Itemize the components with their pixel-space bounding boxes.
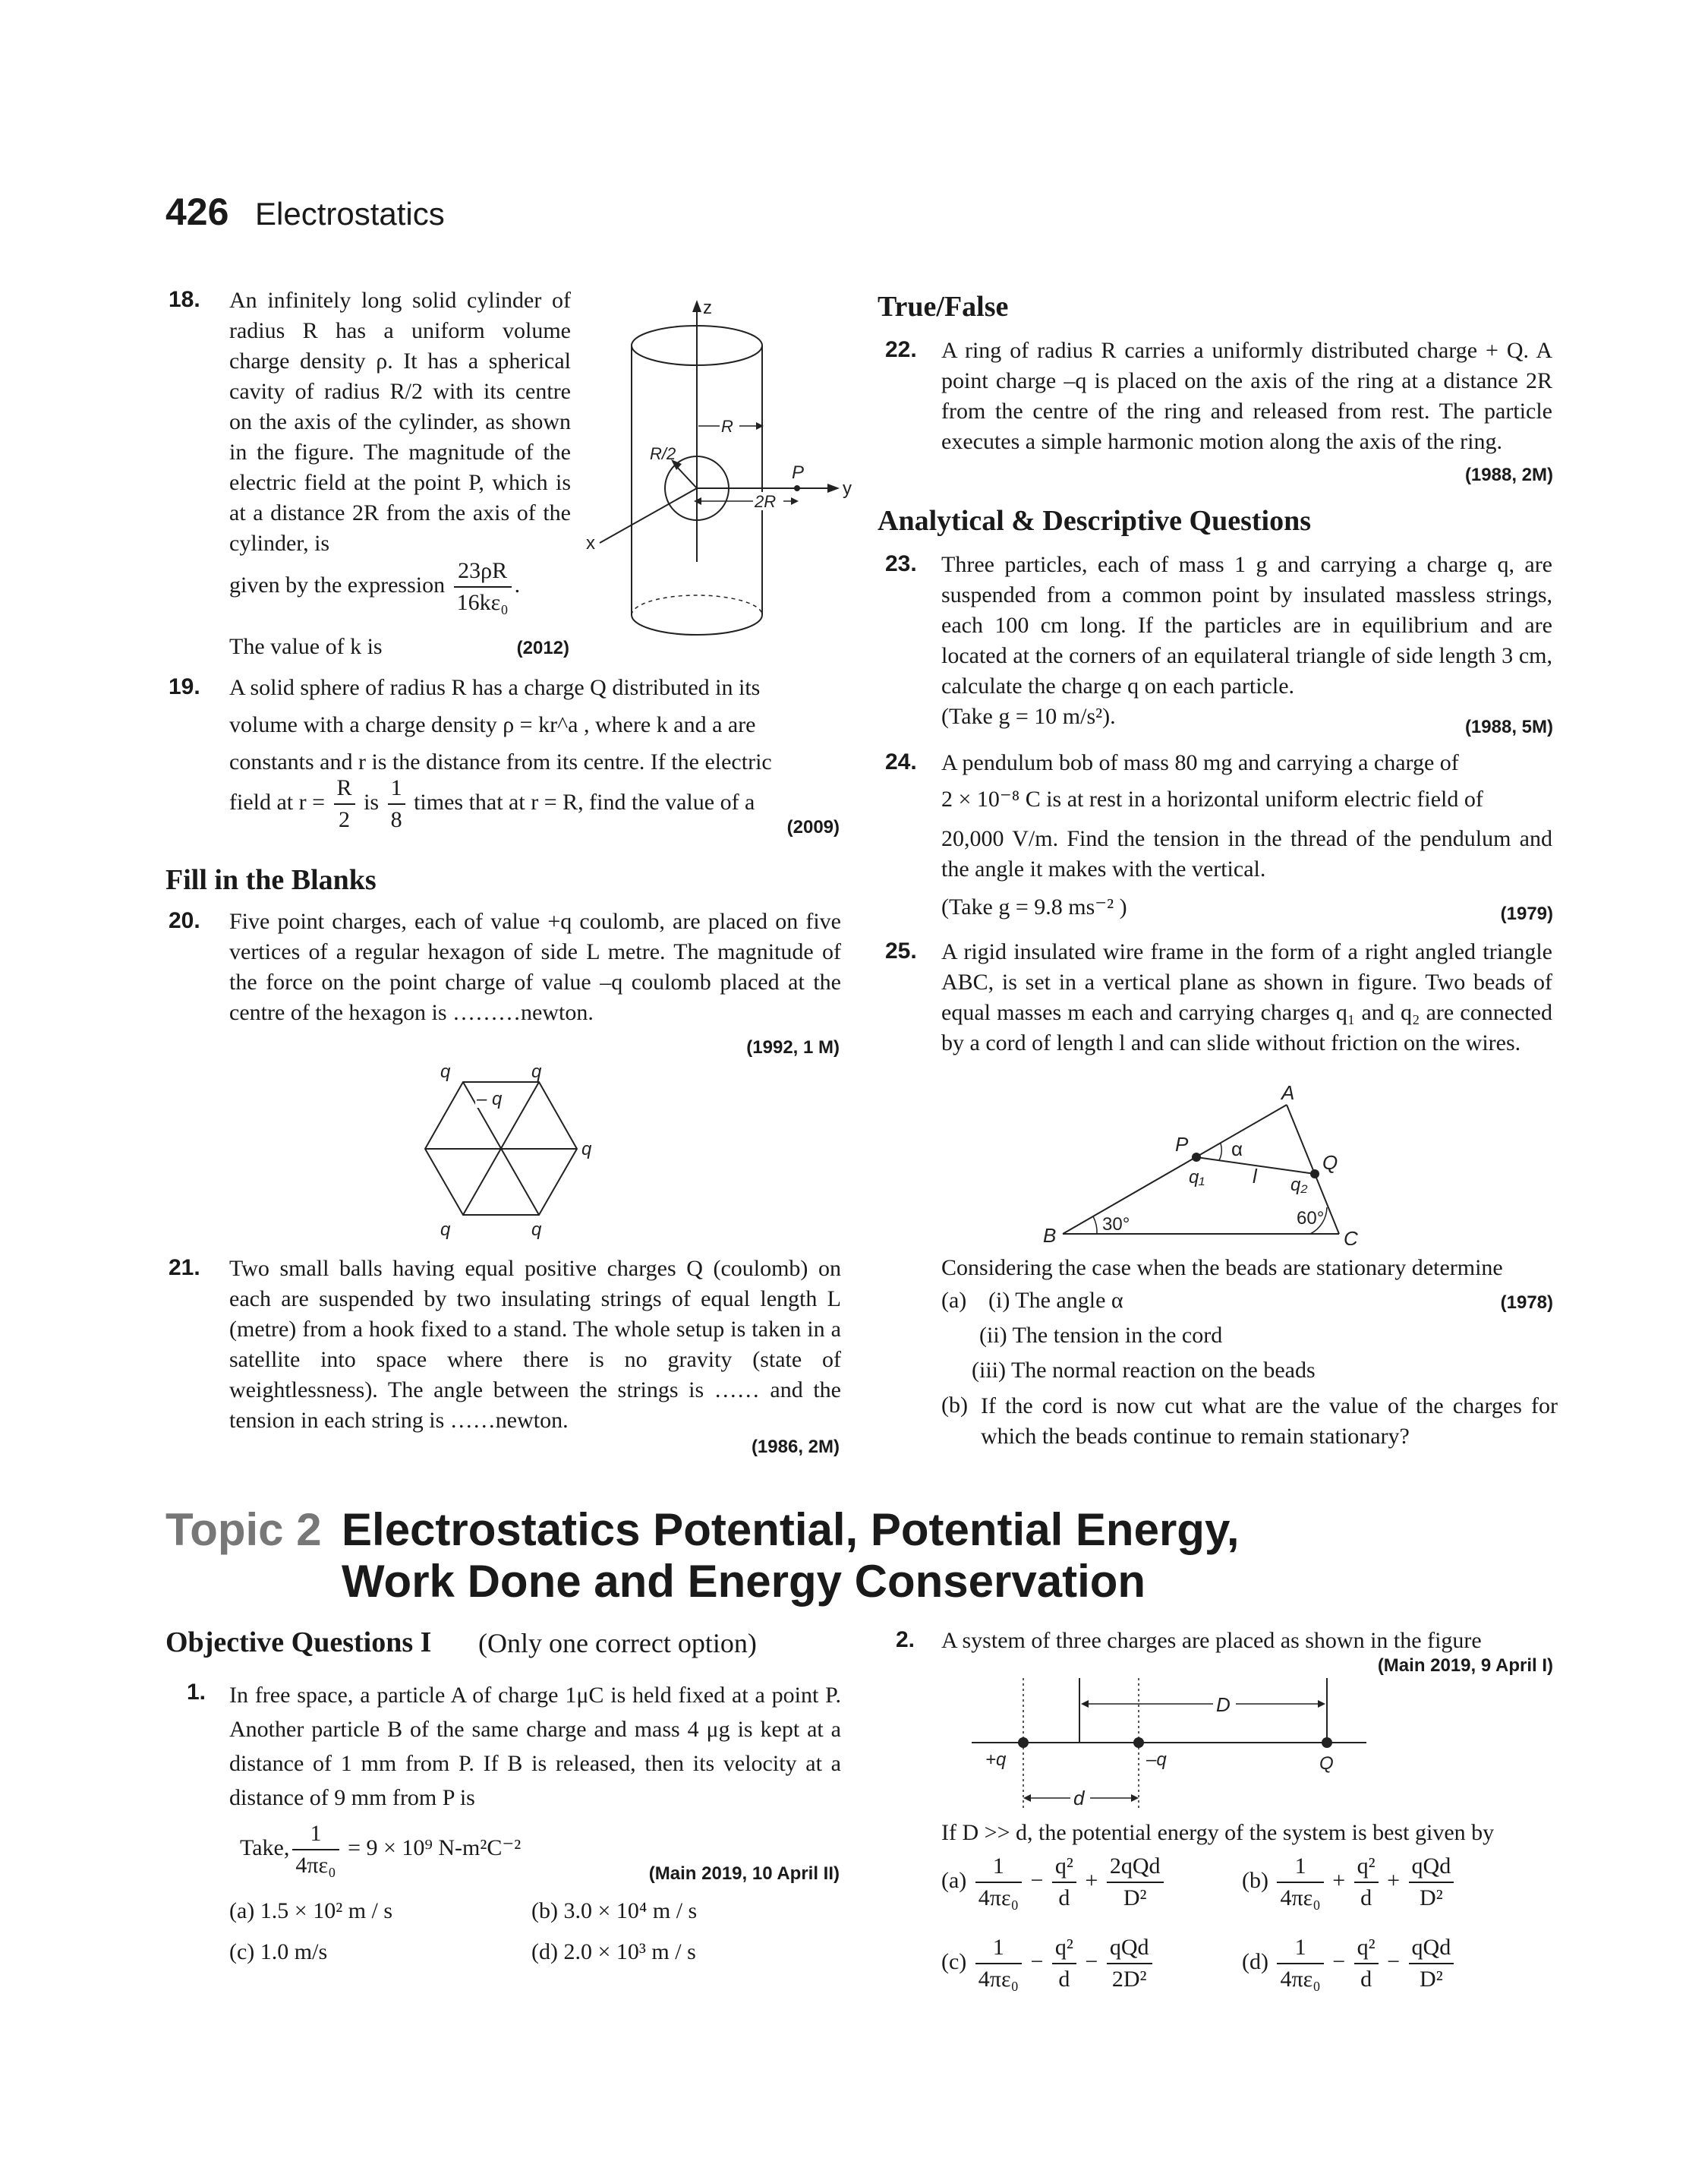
coulomb-constant xyxy=(1277,1932,1323,1995)
charge-label: q xyxy=(581,1139,592,1159)
question-line: A solid sphere of radius R has a charge Q distributed in its xyxy=(229,675,761,700)
field-text-a: field at r = xyxy=(229,789,326,815)
fraction-denominator: d xyxy=(1058,1967,1070,1992)
option-d[interactable]: (d) 2.0 × 10³ m / s xyxy=(531,1939,696,1964)
question-take: (Take g = 10 m/s²). xyxy=(941,704,1116,729)
question-number: 19. xyxy=(169,674,200,699)
fraction-numerator: 1 xyxy=(1277,1932,1323,1964)
part-item: (i) The angle α xyxy=(988,1288,1123,1313)
question-take: (Take g = 9.8 ms⁻² ) xyxy=(941,894,1127,920)
question-text: A system of three charges are placed as shown in the figure xyxy=(941,1628,1482,1653)
part-label: (a) xyxy=(941,1288,967,1313)
question-number: 20. xyxy=(169,908,200,933)
operator: + xyxy=(1332,1867,1346,1893)
question-text: An infinitely long solid cylinder of radius R has a uniform volume charge density ρ. It has a spherical cavity of radius R/2 with its centre on the axis of the cylinder, as shown in the figure. The magnitude of the electric field at the point P, which is at a distance 2R from the axis of the cylinder, is xyxy=(229,288,571,556)
fraction-denominator: 4πε₀ xyxy=(978,1967,1019,1992)
expression-line: given by the expression $\frac{23\rho R}{\text{16kε₀}}$ . xyxy=(229,556,578,618)
question-number: 23. xyxy=(885,551,917,576)
y-axis-label: y xyxy=(843,478,852,499)
fraction-numerator: q² xyxy=(1052,1851,1076,1883)
distance-d-label: d xyxy=(1073,1787,1085,1809)
fraction-denominator: D² xyxy=(1420,1885,1443,1910)
section-heading: Analytical & Descriptive Questions xyxy=(878,505,1312,537)
section-subheading: (Only one correct option) xyxy=(478,1628,757,1658)
question-line: A pendulum bob of mass 80 mg and carrying a charge of xyxy=(941,750,1459,775)
bead-p-label: P xyxy=(1175,1133,1189,1156)
question-text: A rigid insulated wire frame in the form of a right angled triangle ABC, is set in a vertical plane as shown in figure. Two beads of equal masses m each and carrying charges q₁ and q₂ are connected by a cord of length l and can slide without friction on the wires. xyxy=(941,939,1552,1055)
distance-D-label: D xyxy=(1216,1693,1231,1716)
take-line xyxy=(240,1819,521,1881)
vertex-b-label: B xyxy=(1043,1224,1057,1245)
coulomb-constant xyxy=(975,1851,1022,1913)
question-line: volume with a charge density ρ = kr^a , where k and a are xyxy=(229,712,756,737)
fraction-denominator: 2D² xyxy=(1111,1967,1147,1992)
year-tag: (1992, 1 M) xyxy=(746,1037,840,1058)
angle-60-label: 60° xyxy=(1297,1208,1325,1229)
term-fraction xyxy=(1409,1932,1454,1995)
option-label: (c) xyxy=(941,1948,967,1974)
question-text: Five point charges, each of value +q coulomb, are placed on five vertices of a regular hexagon of side L metre. The magnitude of the force on the point charge of value –q coulomb placed at the centre of the hexagon is ………newton. xyxy=(229,909,841,1025)
fraction-numerator: qQd xyxy=(1107,1932,1152,1964)
year-tag: (Main 2019, 9 April I) xyxy=(1377,1655,1553,1676)
distance-2r-label: 2R xyxy=(755,492,777,511)
fraction-denominator: 16kε₀ xyxy=(456,590,509,615)
term-fraction xyxy=(1409,1851,1454,1913)
charge-label: q xyxy=(440,1219,451,1240)
option-label: (a) xyxy=(941,1867,967,1893)
coulomb-constant xyxy=(975,1932,1022,1995)
question-number: 25. xyxy=(885,939,917,964)
term-fraction xyxy=(1107,1851,1164,1913)
z-axis-label: z xyxy=(703,298,712,318)
topic-title-line1: Electrostatics Potential, Potential Energy, xyxy=(342,1504,1240,1555)
cylinder-figure xyxy=(577,292,865,642)
charges-figure xyxy=(972,1670,1382,1822)
option-c[interactable] xyxy=(941,1932,1155,1995)
fraction-numerator: 1 xyxy=(388,773,405,805)
fraction-denominator: 8 xyxy=(390,807,402,832)
term-fraction xyxy=(1354,1851,1379,1913)
part-label: (b) xyxy=(941,1393,968,1418)
fraction-numerator: 1 xyxy=(292,1819,339,1850)
fraction-numerator: q² xyxy=(1354,1851,1379,1883)
year-tag: (1979) xyxy=(1500,904,1553,924)
term-fraction xyxy=(1354,1932,1379,1995)
year-tag: (Main 2019, 10 April II) xyxy=(648,1863,840,1884)
year-tag: (1978) xyxy=(1500,1292,1553,1313)
fraction-numerator: qQd xyxy=(1409,1851,1454,1883)
year-tag: (2009) xyxy=(786,817,840,838)
center-charge-label: – q xyxy=(477,1089,503,1109)
year-tag: (2012) xyxy=(516,638,569,658)
option-a[interactable] xyxy=(941,1851,1167,1913)
year-tag: (1986, 2M) xyxy=(751,1437,840,1457)
question-number: 1. xyxy=(187,1680,206,1705)
fraction-denominator: d xyxy=(1058,1885,1070,1910)
question-text: Two small balls having equal positive charges Q (coulomb) on each are suspended by two insulating strings of equal length L (metre) from a hook fixed to a stand. The whole setup is taken in a satellite into space where there is no gravity (state of weightlessness). The angle between the strings is …… and the tension in each string is ……newton. xyxy=(229,1256,841,1433)
coulomb-constant xyxy=(1277,1851,1323,1913)
take-fraction xyxy=(292,1819,339,1881)
term-fraction xyxy=(1107,1932,1152,1995)
operator: − xyxy=(1030,1867,1044,1893)
option-a[interactable]: (a) 1.5 × 10² m / s xyxy=(229,1898,393,1923)
question-line: 2 × 10⁻⁸ C is at rest in a horizontal uniform electric field of xyxy=(941,787,1483,812)
chapter-title: Electrostatics xyxy=(255,196,445,232)
charge-q1-label: q₁ xyxy=(1189,1167,1205,1188)
part-item: If the cord is now cut what are the value of the charges for which the beads continue to remain stationary? xyxy=(981,1393,1558,1449)
charge-q2-label: q₂ xyxy=(1290,1175,1308,1195)
part-item: (ii) The tension in the cord xyxy=(979,1323,1223,1348)
fraction-numerator: 1 xyxy=(1277,1851,1323,1883)
expression-fraction xyxy=(454,556,512,618)
topic-label: Topic 2 xyxy=(165,1504,322,1555)
point-p-label: P xyxy=(792,462,805,483)
vertex-c-label: C xyxy=(1344,1227,1358,1245)
question-number: 22. xyxy=(885,337,917,362)
bead-q-label: Q xyxy=(1322,1151,1338,1174)
field-text-b: is xyxy=(364,789,380,815)
charge-label: q xyxy=(531,1219,542,1240)
question-ask: If D >> d, the potential energy of the system is best given by xyxy=(941,1820,1495,1845)
charge-minus-q-label: –q xyxy=(1146,1749,1167,1770)
fraction-denominator: 2 xyxy=(339,807,351,832)
question-text: 20,000 V/m. Find the tension in the thread of the pendulum and the angle it makes with the vertical. xyxy=(941,826,1552,882)
fraction-denominator: 4πε₀ xyxy=(1280,1885,1321,1910)
option-label: (b) xyxy=(1242,1867,1268,1893)
operator: − xyxy=(1030,1948,1044,1974)
section-heading: Fill in the Blanks xyxy=(165,864,377,896)
fraction-numerator: R xyxy=(334,773,355,805)
fraction-denominator: 4πε₀ xyxy=(1280,1967,1321,1992)
fraction-numerator: qQd xyxy=(1409,1932,1454,1964)
year-tag: (1988, 2M) xyxy=(1464,465,1553,485)
operator: − xyxy=(1085,1948,1098,1974)
operator: + xyxy=(1085,1867,1098,1893)
fraction-denominator: D² xyxy=(1123,1885,1147,1910)
fraction-denominator: d xyxy=(1360,1885,1372,1910)
fraction-denominator: d xyxy=(1360,1967,1372,1992)
fraction-numerator: 1 xyxy=(975,1851,1022,1883)
operator: − xyxy=(1332,1948,1346,1974)
section-heading: Objective Questions I xyxy=(165,1626,432,1658)
fraction-denominator: D² xyxy=(1420,1967,1443,1992)
cord-length-label: l xyxy=(1253,1165,1257,1188)
charge-plus-q-label: +q xyxy=(985,1749,1007,1770)
x-axis-label: x xyxy=(586,533,595,554)
fraction-numerator: 23ρR xyxy=(454,556,512,588)
term-fraction xyxy=(1052,1932,1076,1995)
question-number: 2. xyxy=(896,1627,915,1652)
fraction-1-over-8 xyxy=(388,773,405,835)
question-number: 18. xyxy=(169,287,200,312)
charge-Q-label: Q xyxy=(1319,1753,1334,1774)
expression-lead: given by the expression xyxy=(229,572,446,598)
page-number: 426 xyxy=(165,191,229,233)
fraction-r-over-2 xyxy=(334,773,355,835)
fraction-numerator: q² xyxy=(1052,1932,1076,1964)
option-label: (d) xyxy=(1242,1948,1268,1974)
option-b[interactable] xyxy=(1242,1851,1457,1913)
angle-alpha-label: α xyxy=(1231,1137,1243,1160)
cylinder-radius-label: R xyxy=(721,417,733,436)
question-text: In free space, a particle A of charge 1μC is held fixed at a point P. Another particle B of the same charge and mass 4 μg is kept at a distance of 1 mm from P. If B is released, then its velocity at a distance of 9 mm from P is xyxy=(229,1683,841,1810)
question-number: 24. xyxy=(885,749,917,774)
question-text: A ring of radius R carries a uniformly distributed charge + Q. A point charge –q is placed on the axis of the ring at a distance 2R from the centre of the ring and released from rest. The particle executes a simple harmonic motion along the axis of the ring. xyxy=(941,338,1552,454)
fraction-denominator: 4πε₀ xyxy=(978,1885,1019,1910)
take-rest: = 9 × 10⁹ N-m²C⁻² xyxy=(348,1834,522,1860)
fraction-numerator: 1 xyxy=(975,1932,1022,1964)
take-lead: Take, xyxy=(240,1834,290,1860)
question-line: constants and r is the distance from its centre. If the electric xyxy=(229,749,772,774)
part-item: (iii) The normal reaction on the beads xyxy=(972,1358,1316,1383)
question-number: 21. xyxy=(169,1255,200,1280)
fraction-numerator: q² xyxy=(1354,1932,1379,1964)
fraction-numerator: 2qQd xyxy=(1107,1851,1164,1883)
fraction-denominator: 4πε₀ xyxy=(295,1853,336,1878)
option-b[interactable]: (b) 3.0 × 10⁴ m / s xyxy=(531,1898,698,1923)
term-fraction xyxy=(1052,1851,1076,1913)
question-consider: Considering the case when the beads are stationary determine xyxy=(941,1255,1503,1280)
question-ask: The value of k is xyxy=(229,634,383,659)
section-heading: True/False xyxy=(878,291,1009,323)
charge-label: q xyxy=(531,1062,542,1082)
option-d[interactable] xyxy=(1242,1932,1457,1995)
operator: + xyxy=(1387,1867,1401,1893)
triangle-figure xyxy=(1040,1086,1404,1245)
year-tag: (1988, 5M) xyxy=(1464,717,1553,737)
charge-label: q xyxy=(440,1062,451,1082)
field-text-c: times that at r = R, find the value of a xyxy=(414,789,755,815)
topic-title-line2: Work Done and Energy Conservation xyxy=(342,1556,1146,1607)
vertex-a-label: A xyxy=(1281,1086,1295,1104)
question-text: Three particles, each of mass 1 g and carrying a charge q, are suspended from a common point by insulated massless strings, each 100 cm long. If the particles are in equilibrium and are located at the corners of an equilateral triangle of side length 3 cm, calculate the charge q on each particle. xyxy=(941,552,1552,699)
option-c[interactable]: (c) 1.0 m/s xyxy=(229,1939,328,1964)
angle-30-label: 30° xyxy=(1102,1214,1130,1235)
hexagon-figure xyxy=(395,1059,607,1241)
cavity-radius-label: R/2 xyxy=(650,444,676,463)
operator: − xyxy=(1387,1948,1401,1974)
